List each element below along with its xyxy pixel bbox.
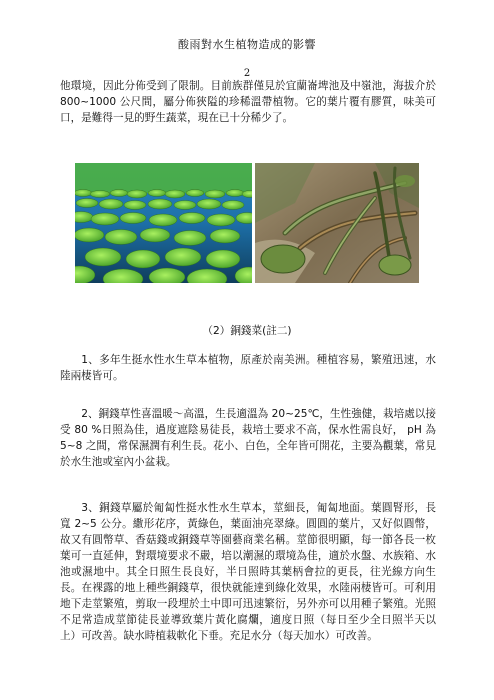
page-number: 2 bbox=[243, 68, 251, 79]
section-heading: （2）銅錢菜(註二) bbox=[202, 325, 292, 337]
page-title: 酸雨對水生植物造成的影響 bbox=[178, 38, 316, 51]
intro-paragraph: 他環境，因此分佈受到了限制。目前族群僅見於宜蘭崙埤池及中嶺池，海拔介於800~1000 公尺間，屬分佈狹隘的珍稀溫帶植物。它的葉片覆有膠質，味美可口，是難得一見的野生蔬菜，現在已十分稀少了。 bbox=[60, 80, 436, 124]
section-paragraph-3: 3、銅錢草屬於匍匐性挺水性水生草本，莖細長，匍匐地面。葉圓腎形，長寬 2~5 公分。繖形花序，黃綠色，葉面油亮翠綠。圓圓的葉片，又好似圓幣，故又有圓幣草、香菇錢或銅錢草等園藝商業名稱。莖節很明顯，每一節各長一枚葉可一直延伸，對環境要求不嚴，培以潮濕的環境為佳，適於水盤、水族箱、水池或濕地中。其全日照生長良好，半日照時其葉柄會拉的更長，往光線方向生長。在裸露的地上種些銅錢草，很快就能達到綠化效果，水陸兩棲皆可。可利用地下走莖繁殖，剪取一段埋於土中即可迅速繁衍，另外亦可以用種子繁殖。光照不足常造成莖節徒長並導致葉片黃化腐爛，適度日照（每日至少全日照半天以上）可改善。缺水時植栽軟化下垂。充足水分（每天加水）可改善。 bbox=[60, 502, 436, 642]
section-paragraph-1: 1、多年生挺水性水生草本植物，原產於南美洲。種植容易，繁殖迅速，水陸兩棲皆可。 bbox=[60, 354, 436, 382]
lily-pad-pond-photo bbox=[75, 163, 252, 283]
plant-stems-in-water-photo bbox=[255, 163, 419, 283]
image-row bbox=[75, 163, 419, 283]
section-paragraph-2: 2、銅錢草性喜溫暖～高溫，生長適溫為 20~25℃，生性強健，栽培處以接受 80 %日照為佳，過度遮陰易徒長，栽培土要求不高，保水性需良好， pH 為5~8 之間，常保濕潤有利生長。花小、白色，全年皆可開花，主要為觀葉，常見於水生池或室內小盆栽。 bbox=[60, 408, 436, 468]
